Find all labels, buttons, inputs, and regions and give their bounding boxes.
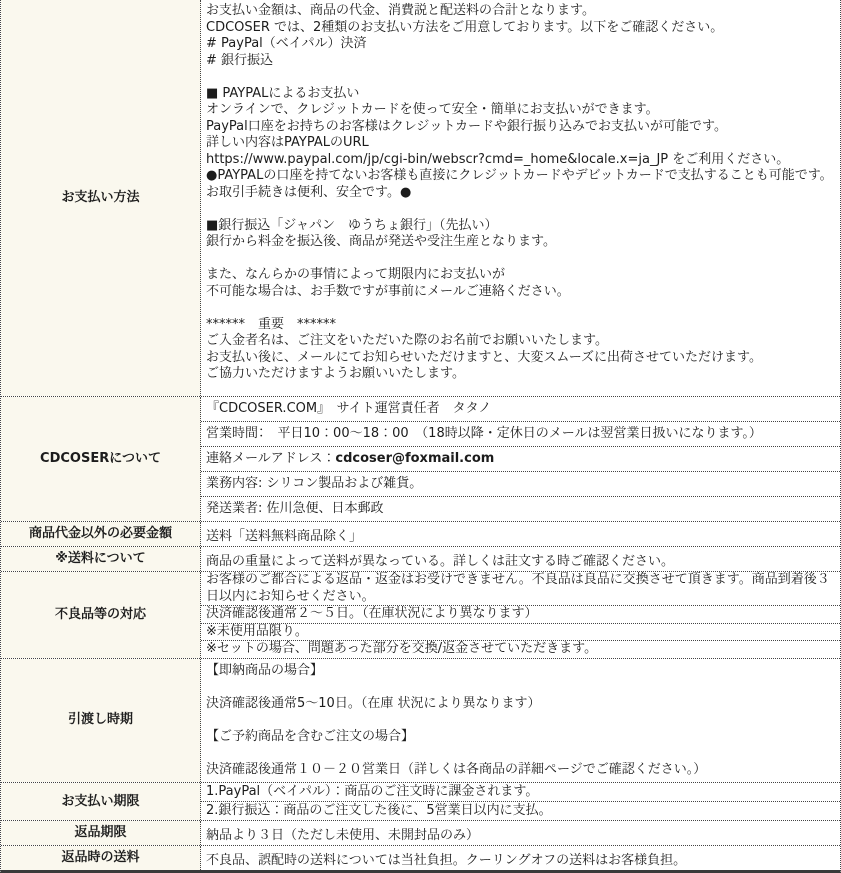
payment-deadline-label: お支払い期限 bbox=[1, 783, 201, 820]
text-line: https://www.paypal.com/jp/cgi-bin/webscr?cmd=_home&locale.x=ja_JP をご利用ください。 bbox=[206, 151, 790, 167]
text-line: 不可能な場合は、お手数ですが事前にメールご連絡ください。 bbox=[206, 283, 570, 299]
extra-fees-content: 送料「送料無料商品除く」 bbox=[206, 529, 363, 544]
text-line bbox=[206, 201, 835, 218]
payment-method-label: お支払い方法 bbox=[1, 0, 201, 396]
text-line: CDCOSER では、2種類のお支払い方法をご用意しております。以下をご確認ください。 bbox=[206, 19, 724, 35]
contact-email: cdcoser@foxmail.com bbox=[335, 451, 495, 466]
row-extra-fees bbox=[1, 521, 840, 546]
text-line bbox=[206, 69, 835, 86]
text-line: 決済確認後通常１０－２０営業日（詳しくは各商品の詳細ページでご確認ください。） bbox=[206, 761, 707, 777]
text-line: お支払い後に、メールにてお知らせいただけますと、大変スムーズに出荷させていただけます。 bbox=[206, 349, 763, 365]
row-payment-method bbox=[1, 0, 840, 396]
site-operator-row: 『CDCOSER.COM』 サイト運営責任者 タタノ bbox=[201, 397, 840, 422]
sub-row: 1.PayPal（ベイパル）：商品のご注文時に課金されます。 bbox=[201, 783, 840, 802]
sub-row: 2.銀行振込：商品のご注文した後に、5営業日以内に支払。 bbox=[206, 803, 552, 818]
text-line: ご協力いただけますようお願いいたします。 bbox=[206, 366, 465, 381]
text-line: 【ご予約商品を含むご注文の場合】 bbox=[206, 728, 415, 744]
about-content bbox=[201, 397, 840, 521]
text-line: ●PAYPALの口座を持てないお客様も直接にクレジットカードやデビットカードで支払することも可能です。 bbox=[206, 168, 833, 183]
text-line: 【即納商品の場合】 bbox=[206, 662, 324, 678]
shipping-company-row: 発送業者: 佐川急便、日本郵政 bbox=[206, 501, 384, 516]
text-line: PayPal口座をお持ちのお客様はクレジットカードや銀行振り込みでお支払いが可能です。 bbox=[206, 118, 727, 134]
row-delivery-time bbox=[1, 658, 840, 783]
text-line bbox=[206, 300, 835, 317]
payment-method-content bbox=[201, 0, 840, 396]
text-line bbox=[206, 712, 835, 729]
text-line: ご入金者名は、ご注文をいただいた際のお名前でお願いいたします。 bbox=[206, 333, 608, 348]
row-about-cdcoser bbox=[1, 396, 840, 521]
delivery-time-label: 引渡し時期 bbox=[1, 659, 201, 783]
payment-deadline-content bbox=[201, 783, 840, 820]
text-line bbox=[206, 745, 835, 762]
text-line: # 銀行振込 bbox=[206, 52, 274, 68]
delivery-time-content bbox=[201, 659, 840, 783]
row-payment-deadline bbox=[1, 782, 840, 820]
sub-row: お客様のご都合による返品・返金はお受けできません。不良品は良品に交換させて頂きます。商品到着後３日以内にお知らせください。 bbox=[201, 572, 840, 606]
contact-email-prefix: 連絡メールアドレス： bbox=[206, 451, 336, 466]
text-line: オンラインで、クレジットカードを使って安全・簡単にお支払いができます。 bbox=[206, 102, 659, 117]
text-line bbox=[206, 251, 835, 268]
return-shipping-label: 返品時の送料 bbox=[1, 846, 201, 870]
about-label: CDCOSERについて bbox=[1, 397, 201, 521]
return-deadline-label: 返品期限 bbox=[1, 821, 201, 845]
text-line: 決済確認後通常5～10日。（在庫 状況により異なります） bbox=[206, 695, 541, 711]
business-content-row: 業務内容: シリコン製品および雑貨。 bbox=[201, 472, 840, 497]
text-line: ■銀行振込「ジャパン ゆうちょ銀行」（先払い） bbox=[206, 217, 498, 233]
text-line: お取引手続きは便利、安全です。● bbox=[206, 184, 412, 200]
text-line bbox=[206, 679, 835, 696]
text-line: また、なんらかの事情によって期限内にお支払いが bbox=[206, 267, 506, 282]
shipping-note-label: ※送料について bbox=[1, 547, 201, 571]
sub-row: ※未使用品限り。 bbox=[201, 624, 840, 642]
return-deadline-content: 納品より３日（ただし未使用、未開封品のみ） bbox=[206, 828, 480, 843]
row-defective-items bbox=[1, 571, 840, 658]
text-line: 詳しい内容はPAYPALのURL bbox=[206, 135, 369, 150]
contact-email-row bbox=[201, 447, 840, 472]
sub-row: ※セットの場合、問題あった部分を交換/返金させていただきます。 bbox=[206, 641, 598, 656]
row-return-shipping bbox=[1, 845, 840, 870]
text-line: お支払い金額は、商品の代金、消費説と配送料の合計となります。 bbox=[206, 3, 595, 18]
text-line: # PayPal（ベイパル）決済 bbox=[206, 36, 367, 51]
text-line: 銀行から料金を振込後、商品が発送や受注生産となります。 bbox=[206, 234, 556, 249]
business-hours-row: 営業時間： 平日10：00～18：00 （18時以降・定休日のメールは翌営業日扱いになります。） bbox=[201, 422, 840, 447]
row-shipping-note bbox=[1, 546, 840, 571]
text-line: ■ PAYPALによるお支払い bbox=[206, 85, 360, 101]
defective-items-content bbox=[201, 572, 840, 658]
text-line: ****** 重要 ****** bbox=[206, 316, 337, 332]
row-return-deadline bbox=[1, 820, 840, 845]
shipping-note-content: 商品の重量によって送料が異なっている。詳しくは註文する時ご確認ください。 bbox=[206, 554, 675, 569]
extra-fees-label: 商品代金以外の必要金額 bbox=[1, 522, 201, 546]
sub-row: 決済確認後通常２～５日。（在庫状況により異なります） bbox=[201, 606, 840, 624]
return-shipping-content: 不良品、誤配時の送料については当社負担。クーリングオフの送料はお客様負担。 bbox=[206, 853, 687, 868]
defective-items-label: 不良品等の対応 bbox=[1, 572, 201, 658]
